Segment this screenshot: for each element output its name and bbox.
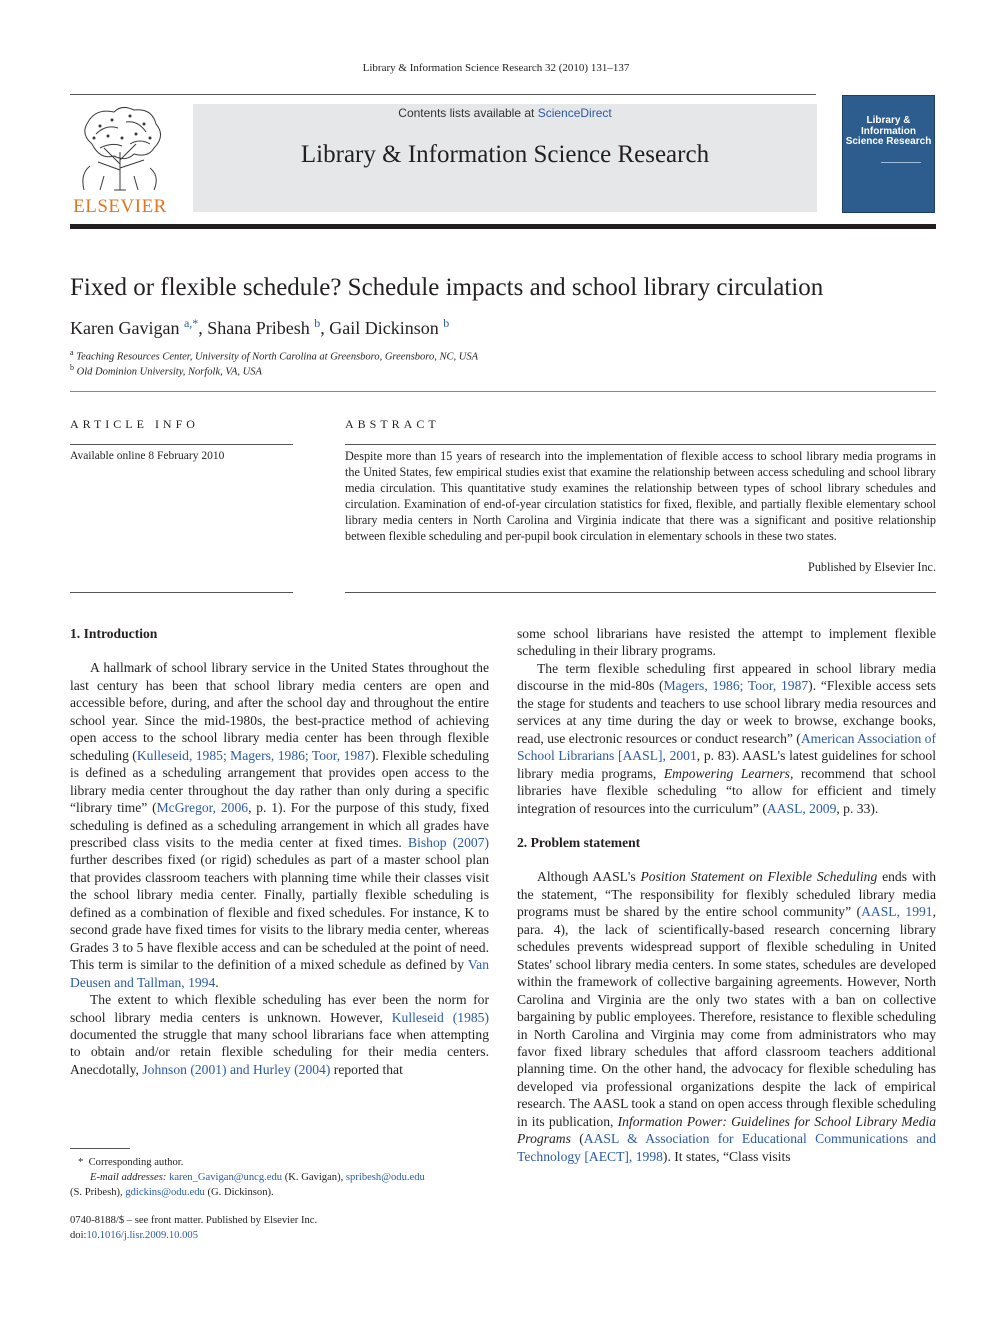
available-online: Available online 8 February 2010 bbox=[70, 450, 225, 462]
email-link-pribesh[interactable]: spribesh@odu.edu bbox=[345, 1171, 425, 1183]
elsevier-logo[interactable] bbox=[70, 104, 170, 216]
intro-continuation: some school librarians have resisted the attempt to implement flexible scheduling in their library programs. bbox=[517, 626, 936, 659]
italic-text: Information Power: Guidelines for School Library Media Programs bbox=[517, 1113, 937, 1147]
citation-link[interactable]: Van Deusen and Tallman, 1994 bbox=[70, 957, 489, 990]
section-heading-introduction: 1. Introduction bbox=[70, 626, 158, 641]
corresponding-author-note: * Corresponding author. bbox=[78, 1157, 184, 1168]
citation-link[interactable]: AASL, 1991 bbox=[861, 904, 933, 920]
citation-link[interactable]: Magers, 1986; Toor, 1987 bbox=[663, 678, 809, 694]
citation-link[interactable]: Kulleseid (1985) bbox=[391, 1009, 489, 1025]
author-list: Karen Gavigan $^{a,*}$, Shana Pribesh $^b$, Gail Dickinson $^b$ bbox=[70, 316, 450, 338]
journal-cover-thumbnail[interactable] bbox=[842, 95, 935, 213]
abstract-text: Despite more than 15 years of research into the implementation of flexible access to school library media programs in the United States, few empirical studies exist that examine the relationship between access scheduling and school library media circulation. This quantitative study examines the relationship between types of school library schedules and circulation. Examination of end-of-year circulation statistics for fixed, flexible, and partially flexible elementary school library media centers in North Carolina and Virginia indicate that there was a significant and positive relationship between flexible scheduling and per-pupil book circulation in elementary schools in these two states. bbox=[345, 449, 936, 543]
citation-link[interactable]: Bishop (2007) bbox=[408, 834, 489, 850]
journal-reference: Library & Information Science Research 32 (2010) 131–137 bbox=[362, 62, 630, 74]
citation-link[interactable]: McGregor, 2006 bbox=[156, 800, 249, 816]
author-name: Shana Pribesh bbox=[207, 318, 310, 338]
italic-text: Empowering Learners bbox=[663, 765, 790, 781]
sciencedirect-link[interactable]: ScienceDirect bbox=[537, 106, 612, 120]
elsevier-wordmark: ELSEVIER bbox=[73, 196, 167, 217]
author-name: Karen Gavigan bbox=[70, 318, 180, 338]
citation-link[interactable]: Johnson (2001) and Hurley (2004) bbox=[142, 1061, 331, 1077]
intro-paragraph-3: The term flexible scheduling first appeared in school library media discourse in the mid-80s (Magers, 1986; Toor, 1987). “Flexible access sets the stage for students and teachers to use school library media resources and services at any time during the day or week to browse, exchange books, read, use electronic resources or conduct research” (American Association of School Librarians [AASL], 2001, p. 83). AASL's latest guidelines for school library media programs, Empowering Learners, recommend that school libraries have flexible scheduling “to allow for efficient and timely integration of resources into the curriculum” (AASL, 2009, p. 33). bbox=[517, 660, 937, 816]
problem-paragraph-1: Although AASL's Position Statement on Flexible Scheduling ends with the statement, “The responsibility for flexibly scheduled library media programs must be shared by the entire school community” (AASL, 1991, para. 4), the lack of scientifically-based research concerning library schedules prevents widespread support of flexible scheduling in United States' school library media centers. In some states, schedules are developed within the framework of collective bargaining agreements. However, North Carolina and Virginia are the only two states with a ban on collective bargaining by public employees. Therefore, resistance to flexible scheduling in North Carolina and Virginia may come from administrators who may favor fixed library schedules that afford classroom teachers additional planning time. On the other hand, the advocacy for flexible scheduling has developed via professional organizations despite the lack of empirical research. The AASL took a stand on open access through flexible scheduling in its publication, Information Power: Guidelines for School Library Media Programs (AASL & Association for Educational Communications and Technology [AECT], 1998). It states, “Class visits bbox=[517, 869, 937, 1164]
article-info-rule bbox=[70, 444, 293, 445]
abstract-bottom-rule bbox=[345, 592, 936, 593]
email-link-dickinson[interactable]: gdickins@odu.edu bbox=[125, 1186, 205, 1198]
doi-link[interactable]: 10.1016/j.lisr.2009.10.005 bbox=[86, 1229, 199, 1241]
email-link-gavigan[interactable]: karen_Gavigan@uncg.edu bbox=[169, 1171, 283, 1183]
affiliation-a: $^a$ Teaching Resources Center, University of North Carolina at Greensboro, Greensboro, NC, USA bbox=[70, 348, 478, 363]
citation-link[interactable]: AASL & Association for Educational Communications and Technology [AECT], 1998 bbox=[517, 1131, 936, 1164]
header-rule bbox=[70, 94, 816, 95]
contents-line bbox=[193, 106, 817, 120]
citation-link[interactable]: American Association of School Librarians [AASL], 2001 bbox=[517, 730, 936, 764]
right-column bbox=[517, 625, 936, 1165]
header-thick-rule bbox=[70, 224, 936, 229]
italic-text: Position Statement on Flexible Scheduling bbox=[640, 869, 878, 885]
email-line-1: E-mail addresses: karen_Gavigan@uncg.edu (K. Gavigan), spribesh@odu.edu bbox=[90, 1171, 425, 1183]
article-title: Fixed or flexible schedule? Schedule impacts and school library circulation bbox=[70, 274, 824, 301]
author-affiliation-mark[interactable]: b bbox=[314, 316, 321, 330]
issn-line: 0740-8188/$ – see front matter. Published by Elsevier Inc. bbox=[70, 1215, 318, 1226]
abstract-rule bbox=[345, 444, 936, 445]
affiliation-b: $^b$ Old Dominion University, Norfolk, VA, USA bbox=[70, 363, 262, 378]
section-heading-problem-statement: 2. Problem statement bbox=[517, 834, 641, 850]
citation-link[interactable]: AASL, 2009 bbox=[766, 800, 837, 816]
article-info-heading: ARTICLE INFO bbox=[70, 417, 199, 431]
intro-paragraph-1: A hallmark of school library service in the United States throughout the last century has been that school library media centers are open and accessible before, during, and after the school day and throughout the entire school year. Since the mid-1980s, the best-practice method of achieving open access to the school library media center has been through flexible scheduling (Kulleseid, 1985; Magers, 1986; Toor, 1987). Flexible scheduling is defined as a scheduling arrangement that provides open access to the library media center throughout the day rather than only during a specific “library time” (McGregor, 2006, p. 1). For the purpose of this study, fixed scheduling is defined as a scheduling arrangement in which all grades have prescribed class visits to the media center at fixed times. Bishop (2007) further describes fixed (or rigid) schedules as part of a master school plan that provides classroom teachers with planning time while their classes visit the school library media center. Finally, partially flexible scheduling is defined as a combination of flexible and fixed schedules. For instance, K to second grade have fixed times for visits to the library media center, whereas Grades 3 to 5 have flexible access and can be scheduled at the point of need. This term is similar to the definition of a mixed schedule as defined by Van Deusen and Tallman, 1994. bbox=[70, 660, 490, 990]
article-info-bottom-rule bbox=[70, 592, 293, 593]
published-by: Published by Elsevier Inc. bbox=[808, 560, 936, 574]
citation-link[interactable]: Kulleseid, 1985; Magers, 1986; Toor, 1987 bbox=[136, 747, 371, 763]
left-column bbox=[70, 625, 489, 1078]
intro-paragraph-2: The extent to which flexible scheduling has ever been the norm for school library media centers is unknown. However, Kulleseid (1985) documented the struggle that many school librarians face when attempting to obtain and/or retain flexible scheduling for their media centers. Anecdotally, Johnson (2001) and Hurley (2004) reported that bbox=[70, 992, 489, 1077]
title-rule bbox=[70, 391, 936, 392]
author-affiliation-mark[interactable]: a,* bbox=[183, 316, 199, 330]
journal-title: Library & Information Science Research bbox=[300, 141, 710, 168]
cover-decoration bbox=[881, 162, 921, 185]
abstract-heading: ABSTRACT bbox=[345, 417, 440, 431]
cover-title: Library & Information Science Research bbox=[845, 115, 932, 147]
footnote-rule bbox=[70, 1148, 130, 1149]
author-name: Gail Dickinson bbox=[329, 318, 439, 338]
email-line-2: (S. Pribesh), gdickins@odu.edu (G. Dickinson). bbox=[70, 1186, 274, 1198]
footnote bbox=[70, 1156, 490, 1200]
author-affiliation-mark[interactable]: b bbox=[443, 316, 450, 330]
contents-prefix: Contents lists available at bbox=[398, 106, 538, 120]
front-matter bbox=[70, 1214, 317, 1244]
doi-line: doi:10.1016/j.lisr.2009.10.005 bbox=[70, 1229, 199, 1241]
